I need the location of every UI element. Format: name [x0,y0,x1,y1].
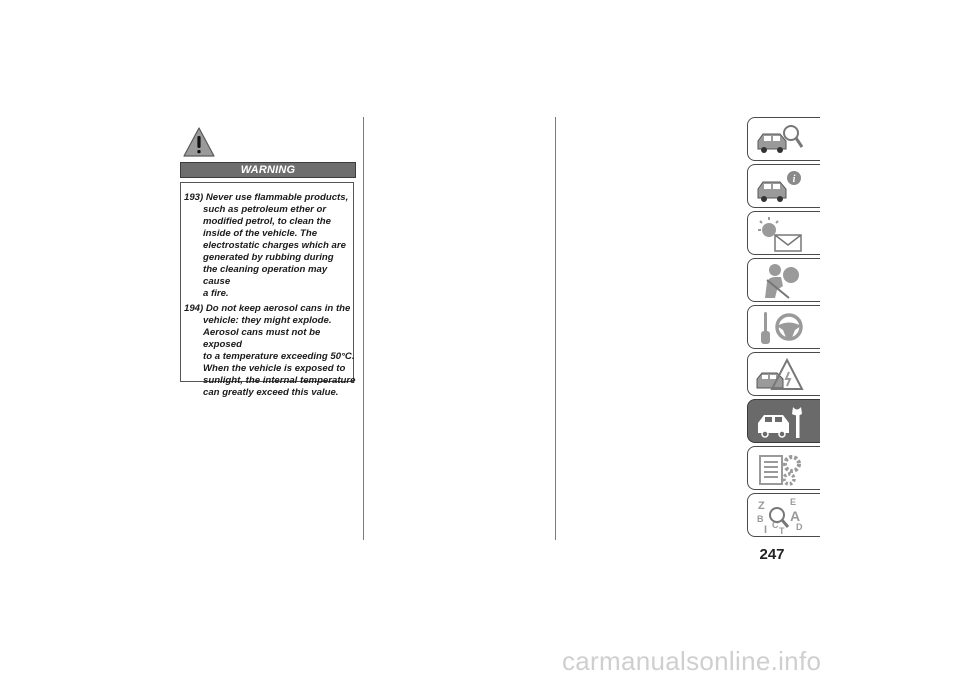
warning-triangle-icon [183,126,215,158]
chapter-tab-starting-driving[interactable] [747,305,820,349]
car-search-icon [755,121,805,159]
warning-light-message-icon [755,215,805,253]
warning-item-number: 193) [184,192,204,203]
svg-text:D: D [796,522,803,532]
technical-data-icon [755,450,805,488]
column-divider [363,117,364,540]
chapter-tab-knowing-instrument-panel[interactable] [747,164,820,208]
car-emergency-icon [755,356,805,394]
warning-item [184,192,356,300]
alphabetical-index-icon [755,497,805,535]
column-divider [555,117,556,540]
chapter-tab-index[interactable] [747,493,820,537]
svg-text:T: T [779,526,785,535]
warning-list [184,192,356,402]
chapter-tab-safety[interactable] [747,258,820,302]
warning-item [184,303,356,399]
svg-text:E: E [790,497,797,507]
svg-text:i: i [792,174,796,185]
car-maintenance-icon [755,403,805,441]
chapter-tab-warning-lights[interactable] [747,211,820,255]
chapter-tab-getting-to-know[interactable] [747,117,820,161]
key-steering-wheel-icon [755,309,805,347]
warning-banner: WARNING [180,162,356,178]
warning-item-number: 194) [184,303,204,314]
warning-item-text: Never use flammable products, such as petroleum ether or modified petrol, to clean the inside of the vehicle. The electrostatic charges which are generated by rubbing during the cleaning operation may cause a fire. [203,192,349,299]
chapter-tab-in-an-emergency[interactable] [747,352,820,396]
warning-item-text: Do not keep aerosol cans in the vehicle: they might explode. Aerosol cans must not be exposed to a temperature exceeding 50°C. When the vehicle is exposed to sunlight, the internal temperature can greatly exceed this value. [203,303,356,398]
footer-watermark[interactable]: carmanualsonline.info [562,646,822,676]
svg-text:B: B [757,514,764,524]
chapter-tab-technical-data[interactable] [747,446,820,490]
chapter-tab-servicing-care[interactable] [747,399,820,443]
safety-airbag-icon [755,262,805,300]
car-info-icon [755,168,805,206]
svg-text:Z: Z [758,500,765,512]
page-number: 247 [759,546,785,563]
svg-text:C: C [772,520,779,530]
svg-text:I: I [764,524,768,535]
svg-text:A: A [790,508,801,524]
